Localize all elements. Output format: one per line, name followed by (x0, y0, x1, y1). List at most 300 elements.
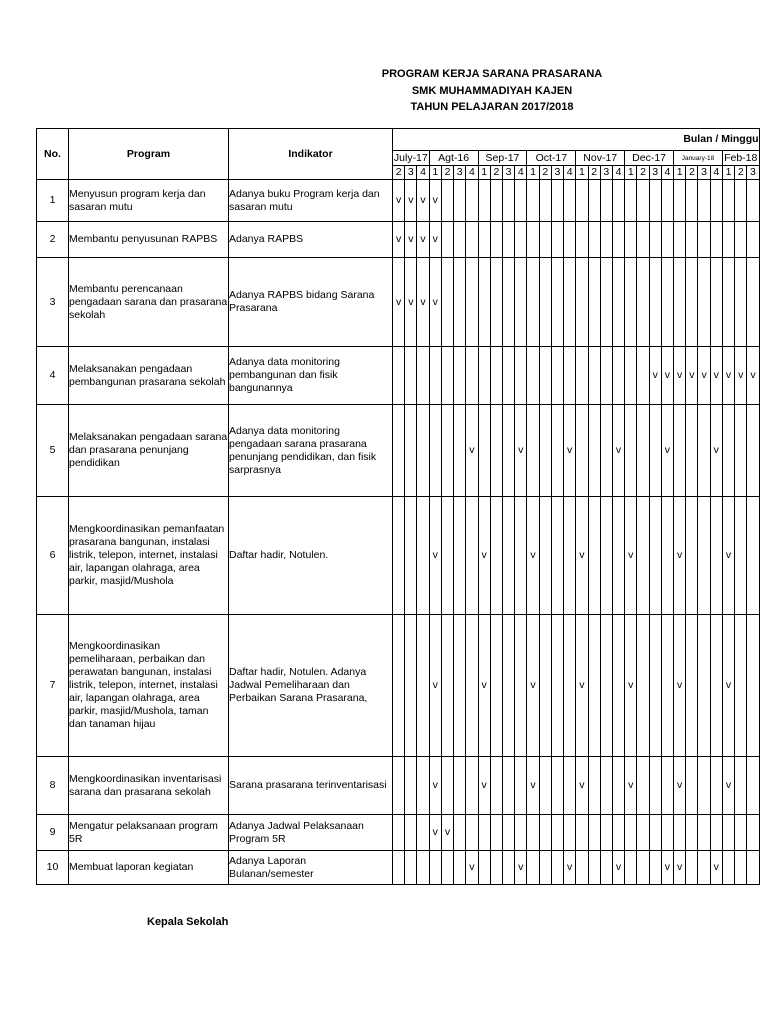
week-cell (747, 851, 759, 885)
week-number: 1 (625, 166, 637, 180)
week-cell (393, 851, 405, 885)
week-number: 4 (612, 166, 624, 180)
table-row (37, 347, 760, 405)
row-number: 6 (37, 497, 69, 615)
week-cell (735, 222, 747, 258)
week-cell (637, 815, 649, 851)
week-cell (686, 757, 698, 815)
week-cell (625, 258, 637, 347)
check-mark: v (674, 347, 686, 405)
week-cell (490, 615, 502, 757)
week-cell (502, 815, 514, 851)
week-cell (735, 815, 747, 851)
week-cell (649, 405, 661, 497)
week-cell (674, 180, 686, 222)
week-cell (515, 757, 527, 815)
week-number: 1 (527, 166, 539, 180)
table-row (37, 258, 760, 347)
week-cell (576, 258, 588, 347)
week-cell (747, 180, 759, 222)
week-cell (600, 347, 612, 405)
week-cell (539, 497, 551, 615)
week-number: 4 (564, 166, 576, 180)
week-cell (710, 497, 722, 615)
row-number: 7 (37, 615, 69, 757)
week-cell (564, 815, 576, 851)
week-cell (466, 347, 478, 405)
week-cell (478, 222, 490, 258)
week-cell (747, 757, 759, 815)
week-cell (490, 497, 502, 615)
week-cell (698, 180, 710, 222)
week-cell (747, 615, 759, 757)
title-line-1: PROGRAM KERJA SARANA PRASARANA (381, 68, 603, 80)
check-mark: v (722, 497, 734, 615)
week-number: 3 (698, 166, 710, 180)
check-mark: v (612, 405, 624, 497)
week-cell (490, 347, 502, 405)
week-cell (417, 405, 429, 497)
week-cell (539, 851, 551, 885)
header-no: No. (37, 129, 69, 180)
week-number: 3 (405, 166, 417, 180)
week-cell (686, 258, 698, 347)
check-mark: v (661, 851, 673, 885)
week-cell (649, 180, 661, 222)
week-cell (502, 258, 514, 347)
month-header: Nov-17 (576, 151, 625, 166)
check-mark: v (393, 222, 405, 258)
week-cell (722, 222, 734, 258)
week-cell (551, 222, 563, 258)
indikator-cell: Daftar hadir, Notulen. (229, 497, 393, 615)
week-cell (490, 405, 502, 497)
check-mark: v (429, 757, 441, 815)
week-number: 4 (417, 166, 429, 180)
week-cell (429, 851, 441, 885)
week-cell (539, 815, 551, 851)
week-cell (600, 815, 612, 851)
title-line-2: SMK MUHAMMADIYAH KAJEN (411, 84, 573, 97)
work-program-table (36, 128, 760, 885)
week-cell (649, 615, 661, 757)
week-cell (502, 497, 514, 615)
row-number: 3 (37, 258, 69, 347)
week-cell (612, 615, 624, 757)
week-cell (637, 180, 649, 222)
check-mark: v (625, 757, 637, 815)
week-cell (405, 405, 417, 497)
week-cell (735, 180, 747, 222)
week-cell (441, 258, 453, 347)
week-cell (466, 757, 478, 815)
check-mark: v (429, 497, 441, 615)
indikator-cell: Adanya Laporan Bulanan/semester (229, 851, 393, 885)
week-cell (393, 405, 405, 497)
week-cell (454, 757, 466, 815)
week-cell (686, 180, 698, 222)
week-cell (551, 815, 563, 851)
week-cell (478, 180, 490, 222)
week-cell (527, 347, 539, 405)
week-number: 2 (588, 166, 600, 180)
week-cell (441, 222, 453, 258)
week-cell (564, 615, 576, 757)
week-cell (564, 347, 576, 405)
week-cell (564, 258, 576, 347)
week-cell (698, 222, 710, 258)
check-mark: v (393, 258, 405, 347)
row-number: 8 (37, 757, 69, 815)
week-number: 2 (539, 166, 551, 180)
check-mark: v (564, 851, 576, 885)
week-cell (600, 405, 612, 497)
check-mark: v (515, 851, 527, 885)
week-cell (551, 497, 563, 615)
week-cell (747, 222, 759, 258)
program-cell: Mengkoordinasikan pemeliharaan, perbaikan dan perawatan bangunan, instalasi listrik, telepon, internet, instalasi air, lapangan olahraga, area parkir, masjid/Mushola, taman dan tanaman hijau (69, 615, 229, 757)
week-number: 2 (686, 166, 698, 180)
week-cell (649, 815, 661, 851)
week-cell (417, 851, 429, 885)
week-cell (466, 258, 478, 347)
check-mark: v (527, 497, 539, 615)
week-cell (637, 615, 649, 757)
week-cell (441, 347, 453, 405)
week-cell (735, 497, 747, 615)
week-cell (490, 258, 502, 347)
week-cell (393, 815, 405, 851)
title-line-3: TAHUN PELAJARAN 2017/2018 (410, 101, 574, 113)
check-mark: v (405, 222, 417, 258)
week-number: 1 (722, 166, 734, 180)
week-cell (454, 405, 466, 497)
week-cell (576, 851, 588, 885)
month-header: July-17 (393, 151, 428, 164)
week-cell (747, 815, 759, 851)
indikator-cell: Adanya Jadwal Pelaksanaan Program 5R (229, 815, 393, 851)
week-cell (735, 405, 747, 497)
week-cell (539, 405, 551, 497)
week-cell (637, 258, 649, 347)
check-mark: v (405, 258, 417, 347)
week-cell (625, 347, 637, 405)
week-number: 4 (466, 166, 478, 180)
week-cell (478, 815, 490, 851)
week-number: 1 (576, 166, 588, 180)
week-cell (576, 405, 588, 497)
week-cell (588, 615, 600, 757)
week-cell (502, 180, 514, 222)
week-cell (600, 615, 612, 757)
table-row (37, 405, 760, 497)
check-mark: v (698, 347, 710, 405)
week-cell (735, 258, 747, 347)
week-cell (478, 258, 490, 347)
row-number: 2 (37, 222, 69, 258)
week-cell (735, 757, 747, 815)
week-cell (466, 222, 478, 258)
week-cell (515, 615, 527, 757)
week-cell (551, 615, 563, 757)
check-mark: v (576, 615, 588, 757)
week-cell (722, 258, 734, 347)
week-cell (625, 405, 637, 497)
program-cell: Mengkoordinasikan pemanfaatan prasarana bangunan, instalasi listrik, telepon, internet, instalasi air, lapangan olahraga, area parkir, masjid/Mushola (69, 497, 229, 615)
week-cell (600, 851, 612, 885)
week-cell (661, 180, 673, 222)
header-indikator: Indikator (229, 129, 393, 180)
week-cell (722, 180, 734, 222)
check-mark: v (612, 851, 624, 885)
indikator-cell: Sarana prasarana terinventarisasi (229, 757, 393, 815)
week-cell (600, 497, 612, 615)
week-cell (661, 258, 673, 347)
month-header: Dec-17 (625, 151, 674, 166)
week-cell (588, 222, 600, 258)
row-number: 9 (37, 815, 69, 851)
week-cell (478, 347, 490, 405)
week-cell (527, 180, 539, 222)
week-cell (612, 815, 624, 851)
week-cell (539, 258, 551, 347)
check-mark: v (722, 347, 734, 405)
week-cell (674, 258, 686, 347)
week-cell (515, 258, 527, 347)
week-cell (686, 815, 698, 851)
week-number: 1 (429, 166, 441, 180)
week-number: 3 (600, 166, 612, 180)
table-row (37, 497, 760, 615)
month-header: Oct-17 (527, 151, 576, 166)
week-cell (417, 815, 429, 851)
week-cell (612, 497, 624, 615)
week-cell (588, 757, 600, 815)
week-cell (661, 757, 673, 815)
month-header: Sep-17 (478, 151, 527, 166)
week-cell (527, 258, 539, 347)
week-cell (637, 405, 649, 497)
month-header: January-18 (674, 151, 723, 166)
indikator-cell: Adanya RAPBS (229, 222, 393, 258)
check-mark: v (429, 615, 441, 757)
week-cell (612, 757, 624, 815)
check-mark: v (674, 851, 686, 885)
check-mark: v (429, 815, 441, 851)
check-mark: v (735, 347, 747, 405)
check-mark: v (576, 757, 588, 815)
week-number: 4 (710, 166, 722, 180)
check-mark: v (393, 180, 405, 222)
week-number: 3 (551, 166, 563, 180)
check-mark: v (674, 497, 686, 615)
week-number: 2 (637, 166, 649, 180)
program-cell: Membuat laporan kegiatan (69, 851, 229, 885)
week-cell (466, 815, 478, 851)
header-row-bulan (37, 129, 760, 151)
week-cell (698, 405, 710, 497)
week-cell (466, 180, 478, 222)
week-cell (551, 405, 563, 497)
week-cell (441, 757, 453, 815)
check-mark: v (478, 497, 490, 615)
week-cell (502, 851, 514, 885)
week-cell (454, 851, 466, 885)
row-number: 10 (37, 851, 69, 885)
month-header: Feb-18 (724, 151, 758, 164)
header-program: Program (69, 129, 229, 180)
week-cell (429, 405, 441, 497)
week-cell (551, 347, 563, 405)
check-mark: v (429, 180, 441, 222)
check-mark: v (722, 615, 734, 757)
week-cell (710, 222, 722, 258)
week-cell (625, 851, 637, 885)
week-cell (600, 258, 612, 347)
week-cell (576, 222, 588, 258)
week-cell (478, 405, 490, 497)
indikator-cell: Adanya data monitoring pengadaan sarana prasarana penunjang pendidikan, dan fisik sarprasnya (229, 405, 393, 497)
check-mark: v (674, 615, 686, 757)
week-cell (454, 615, 466, 757)
week-cell (527, 222, 539, 258)
program-cell: Mengatur pelaksanaan program 5R (69, 815, 229, 851)
check-mark: v (478, 757, 490, 815)
week-cell (454, 497, 466, 615)
week-cell (710, 757, 722, 815)
week-cell (539, 615, 551, 757)
check-mark: v (417, 258, 429, 347)
check-mark: v (576, 497, 588, 615)
week-cell (698, 497, 710, 615)
check-mark: v (722, 757, 734, 815)
week-cell (564, 222, 576, 258)
week-cell (600, 180, 612, 222)
week-cell (515, 347, 527, 405)
week-cell (441, 497, 453, 615)
week-number: 2 (441, 166, 453, 180)
week-cell (612, 258, 624, 347)
week-cell (405, 497, 417, 615)
week-cell (588, 180, 600, 222)
check-mark: v (661, 405, 673, 497)
week-cell (441, 180, 453, 222)
week-cell (637, 757, 649, 815)
week-cell (515, 222, 527, 258)
week-cell (588, 497, 600, 615)
week-number: 2 (393, 166, 405, 180)
check-mark: v (625, 497, 637, 615)
week-cell (698, 258, 710, 347)
week-cell (625, 180, 637, 222)
check-mark: v (417, 222, 429, 258)
week-cell (502, 405, 514, 497)
week-cell (686, 405, 698, 497)
week-cell (564, 757, 576, 815)
check-mark: v (674, 757, 686, 815)
week-cell (417, 615, 429, 757)
check-mark: v (466, 851, 478, 885)
header-bulan-minggu: Bulan / Minggu (393, 129, 760, 151)
program-cell: Melaksanakan pengadaan sarana dan prasarana penunjang pendidikan (69, 405, 229, 497)
week-cell (490, 851, 502, 885)
check-mark: v (710, 405, 722, 497)
week-cell (735, 615, 747, 757)
week-cell (674, 222, 686, 258)
week-cell (466, 615, 478, 757)
check-mark: v (441, 815, 453, 851)
week-cell (539, 222, 551, 258)
table-row (37, 757, 760, 815)
week-cell (722, 851, 734, 885)
week-cell (698, 851, 710, 885)
week-cell (515, 180, 527, 222)
week-cell (588, 405, 600, 497)
week-cell (674, 815, 686, 851)
week-number: 1 (478, 166, 490, 180)
month-header: Agt-16 (429, 151, 478, 166)
check-mark: v (466, 405, 478, 497)
check-mark: v (478, 615, 490, 757)
week-cell (710, 180, 722, 222)
check-mark: v (527, 615, 539, 757)
week-cell (454, 815, 466, 851)
week-cell (539, 757, 551, 815)
program-cell: Melaksanakan pengadaan pembangunan prasarana sekolah (69, 347, 229, 405)
check-mark: v (515, 405, 527, 497)
week-cell (405, 615, 417, 757)
week-cell (441, 405, 453, 497)
program-cell: Membantu perencanaan pengadaan sarana dan prasarana sekolah (69, 258, 229, 347)
week-cell (612, 222, 624, 258)
week-cell (490, 222, 502, 258)
table-row (37, 222, 760, 258)
week-cell (600, 757, 612, 815)
week-cell (674, 405, 686, 497)
program-cell: Menyusun program kerja dan sasaran mutu (69, 180, 229, 222)
week-cell (722, 405, 734, 497)
week-cell (429, 347, 441, 405)
week-cell (686, 222, 698, 258)
week-cell (612, 180, 624, 222)
check-mark: v (564, 405, 576, 497)
week-number: 4 (661, 166, 673, 180)
week-cell (637, 497, 649, 615)
week-cell (649, 258, 661, 347)
week-cell (502, 347, 514, 405)
indikator-cell: Adanya buku Program kerja dan sasaran mutu (229, 180, 393, 222)
week-cell (588, 347, 600, 405)
check-mark: v (747, 347, 759, 405)
week-cell (576, 180, 588, 222)
check-mark: v (417, 180, 429, 222)
check-mark: v (686, 347, 698, 405)
week-cell (405, 347, 417, 405)
indikator-cell: Adanya RAPBS bidang Sarana Prasarana (229, 258, 393, 347)
week-cell (417, 347, 429, 405)
check-mark: v (661, 347, 673, 405)
week-cell (564, 180, 576, 222)
week-cell (502, 757, 514, 815)
indikator-cell: Daftar hadir, Notulen. Adanya Jadwal Pemeliharaan dan Perbaikan Sarana Prasarana, (229, 615, 393, 757)
week-cell (588, 815, 600, 851)
week-cell (393, 347, 405, 405)
week-cell (686, 615, 698, 757)
week-cell (710, 815, 722, 851)
row-number: 1 (37, 180, 69, 222)
check-mark: v (429, 222, 441, 258)
week-cell (576, 815, 588, 851)
